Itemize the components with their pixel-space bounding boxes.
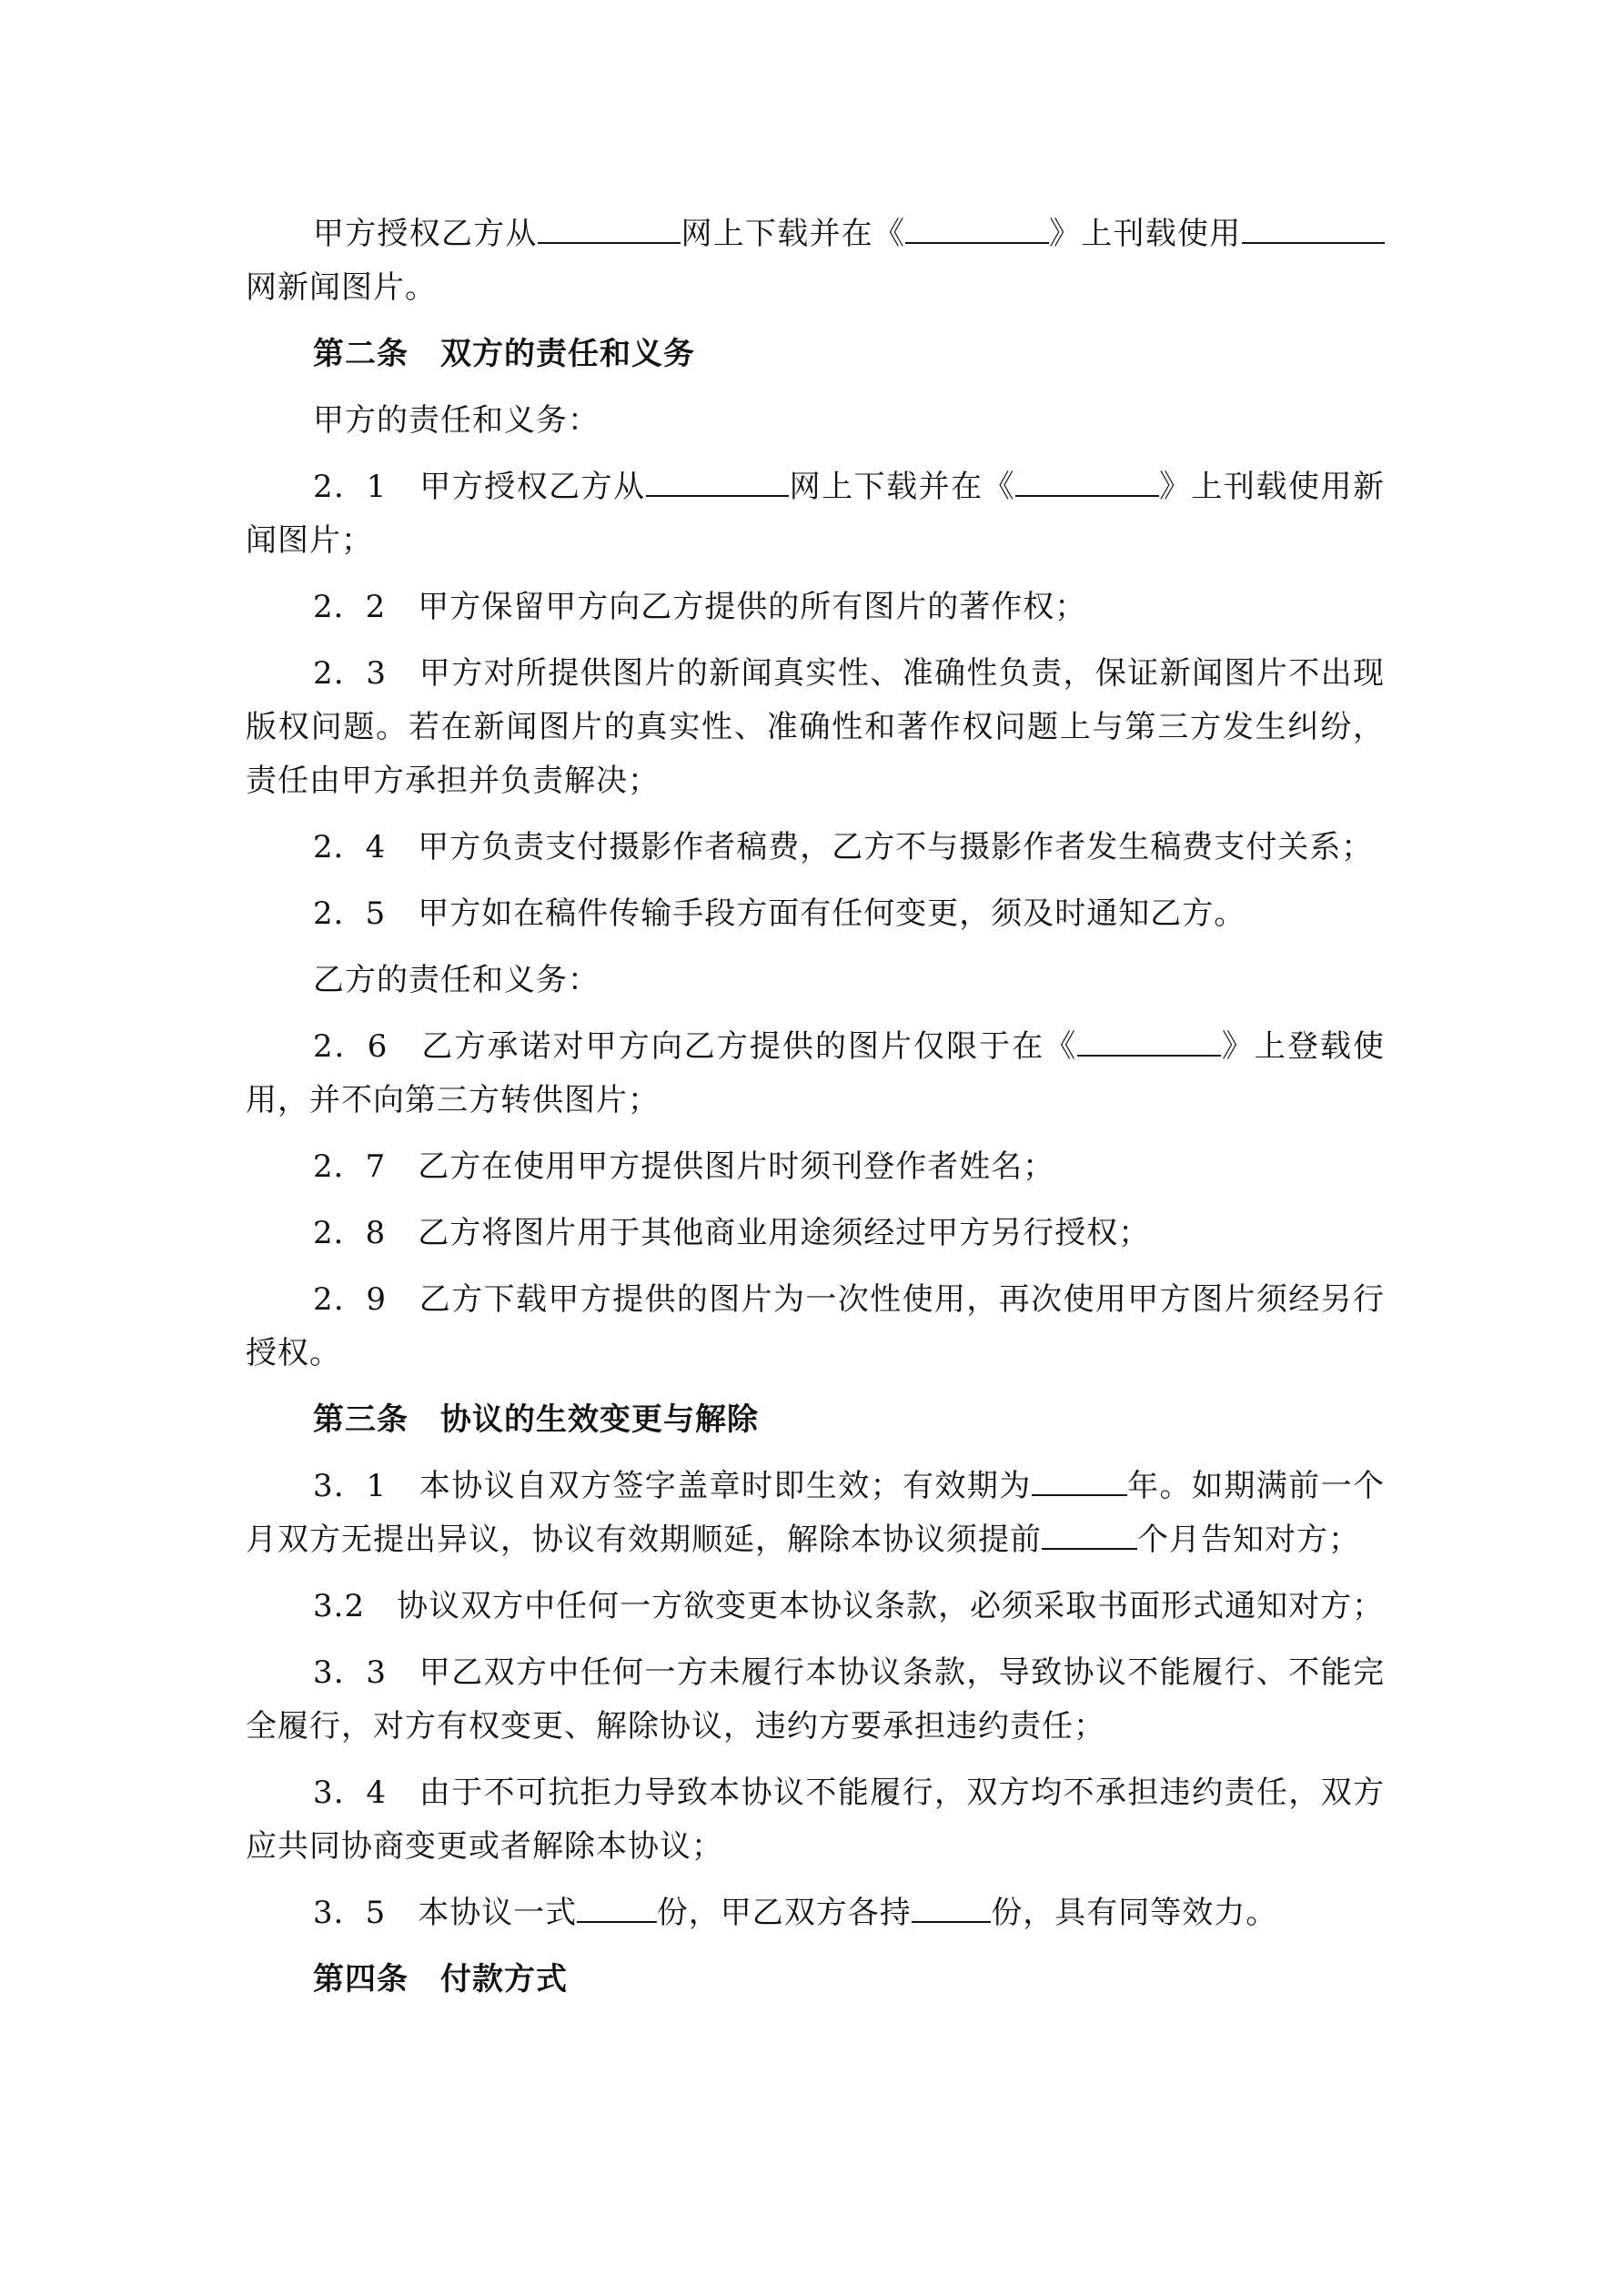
clause-paragraph [246, 394, 1385, 448]
clause-paragraph [246, 1020, 1385, 1128]
clause-paragraph [246, 887, 1385, 941]
fill-in-blank[interactable] [1032, 1467, 1127, 1496]
clause-text: 3．1 本协议自双方签字盖章时即生效；有效期为 [313, 1468, 1032, 1504]
clause-text: 2．4 甲方负责支付摄影作者稿费，乙方不与摄影作者发生稿费支付关系； [313, 829, 1374, 865]
clause-paragraph [246, 954, 1385, 1007]
clause-text: 2．8 乙方将图片用于其他商业用途须经过甲方另行授权； [313, 1215, 1151, 1251]
clause-text: 》上刊载使用 [1048, 216, 1242, 252]
clause-text: 网新闻图片。 [246, 269, 437, 306]
document-page [246, 207, 1385, 2019]
clause-paragraph [246, 1140, 1385, 1194]
clause-paragraph [246, 1766, 1385, 1874]
fill-in-blank[interactable] [577, 1894, 657, 1923]
clause-text: 2．6 乙方承诺对甲方向乙方提供的图片仅限于在《 [313, 1028, 1078, 1065]
clause-paragraph [246, 1207, 1385, 1260]
fill-in-blank[interactable] [905, 215, 1049, 244]
clause-paragraph [246, 581, 1385, 634]
clause-paragraph [246, 1273, 1385, 1381]
fill-in-blank[interactable] [912, 1894, 992, 1923]
fill-in-blank[interactable] [1042, 1521, 1137, 1550]
fill-in-blank[interactable] [538, 215, 681, 244]
clause-paragraph [246, 1580, 1385, 1633]
clause-text: 甲方的责任和义务： [313, 402, 600, 439]
clause-text: 3．3 甲乙双方中任何一方未履行本协议条款，导致协议不能履行、不能完全履行，对方有权变更、解除协议，违约方要承担违约责任； [246, 1654, 1385, 1745]
clause-text: 3.2 协议双方中任何一方欲变更本协议条款，必须采取书面形式通知对方； [313, 1588, 1385, 1624]
fill-in-blank[interactable] [646, 468, 790, 497]
clause-text: 网上下载并在《 [789, 469, 1016, 505]
clause-text: 2．9 乙方下载甲方提供的图片为一次性使用，再次使用甲方图片须经另行授权。 [246, 1281, 1385, 1371]
clause-text: 3．5 本协议一式 [313, 1895, 578, 1931]
clause-text: 个月告知对方； [1137, 1522, 1360, 1558]
clause-text: 网上下载并在《 [681, 216, 906, 252]
clause-text: 3．4 由于不可抗拒力导致本协议不能履行，双方均不承担违约责任，双方应共同协商变更或者解除本协议； [246, 1775, 1385, 1865]
clause-paragraph [246, 207, 1385, 315]
fill-in-blank[interactable] [1242, 215, 1386, 244]
section-heading: 第二条 双方的责任和义务 [313, 336, 695, 372]
clause-text: 》上刊载使用新闻图片； [246, 469, 1386, 559]
section-heading: 第四条 付款方式 [313, 1961, 568, 1998]
clause-paragraph [246, 1886, 1385, 1940]
clause-text: 2．5 甲方如在稿件传输手段方面有任何变更，须及时通知乙方。 [313, 895, 1246, 932]
clause-text: 份，具有同等效力。 [991, 1895, 1278, 1931]
clause-text: 2．2 甲方保留甲方向乙方提供的所有图片的著作权； [313, 589, 1087, 625]
clause-text: 2．7 乙方在使用甲方提供图片时须刊登作者姓名； [313, 1148, 1055, 1185]
clause-paragraph [246, 1646, 1385, 1754]
clause-text: 2．3 甲方对所提供图片的新闻真实性、准确性负责，保证新闻图片不出现版权问题。若在新闻图片的真实性、准确性和著作权问题上与第三方发生纠纷，责任由甲方承担并负责解决； [246, 655, 1385, 799]
clause-text: 2．1 甲方授权乙方从 [313, 469, 646, 505]
clause-paragraph [246, 1460, 1385, 1567]
clause-paragraph [246, 460, 1385, 568]
fill-in-blank[interactable] [1015, 468, 1159, 497]
section-heading: 第三条 协议的生效变更与解除 [313, 1401, 759, 1438]
fill-in-blank[interactable] [1077, 1027, 1221, 1057]
clause-text: 乙方的责任和义务： [313, 962, 600, 998]
clause-paragraph [246, 647, 1385, 808]
clause-text: 份，甲乙双方各持 [656, 1895, 912, 1931]
clause-text: 年。如期满前一个月双方无提出异议，协议有效期顺延，解除本协议须提前 [246, 1468, 1386, 1558]
clause-text: 甲方授权乙方从 [313, 216, 538, 252]
clause-text: 》上登载使用，并不向第三方转供图片； [246, 1028, 1386, 1118]
clause-paragraph [246, 821, 1385, 875]
